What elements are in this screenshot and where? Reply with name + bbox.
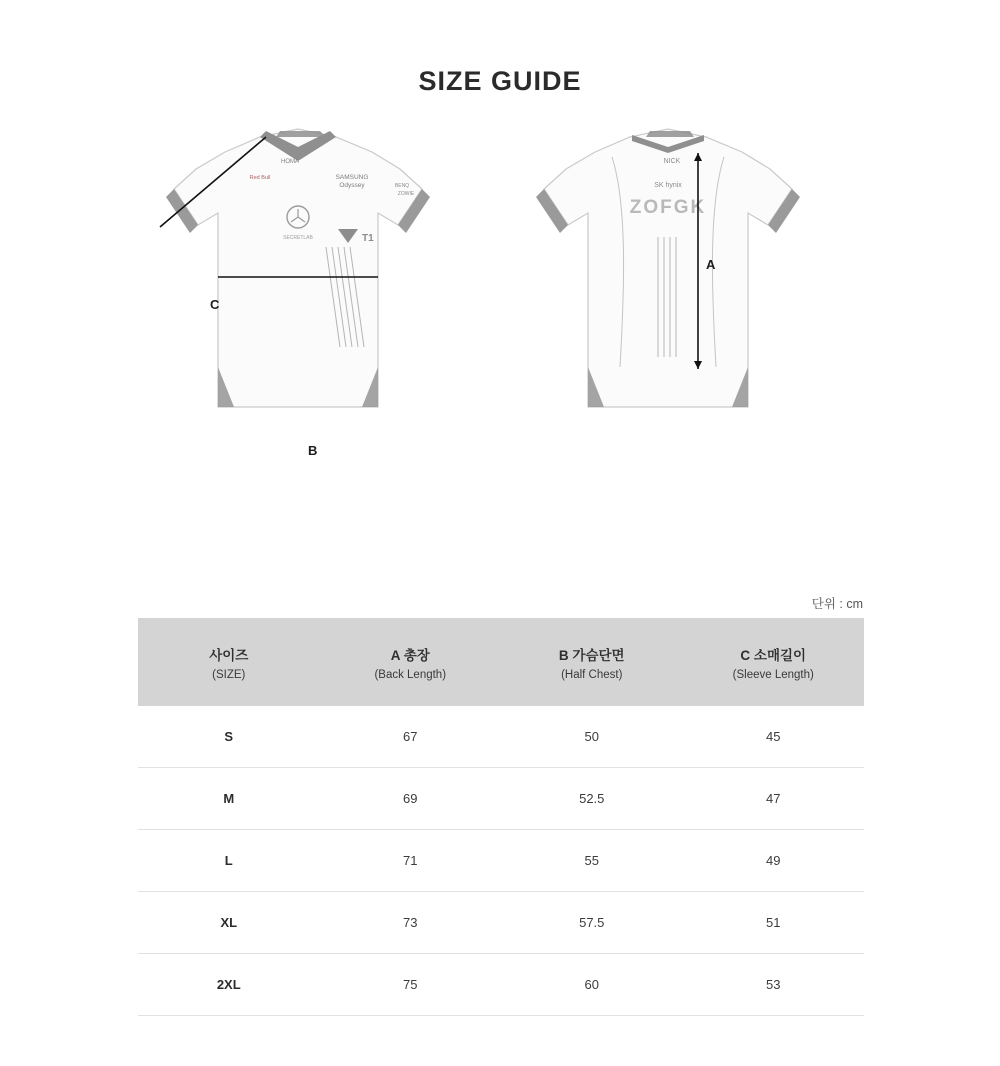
table-row xyxy=(138,768,864,830)
column-header-back-length-sub: (Back Length) xyxy=(374,668,447,681)
svg-text:NICK: NICK xyxy=(663,158,681,165)
cell-size: S xyxy=(138,706,320,768)
column-header-sleeve-length-sub: (Sleeve Length) xyxy=(732,668,814,681)
svg-text:HOMA: HOMA xyxy=(281,159,299,165)
column-header-half-chest-sub: (Half Chest) xyxy=(561,668,623,681)
unit-note: 단위 : cm xyxy=(811,597,863,611)
table-row xyxy=(138,892,864,954)
cell-half-chest: 57.5 xyxy=(501,892,683,954)
jersey-back-illustration xyxy=(500,117,840,442)
label-c: C xyxy=(210,297,220,312)
svg-text:T1: T1 xyxy=(362,233,374,244)
cell-back-length: 75 xyxy=(320,954,502,1016)
column-header-back-length-main: A 총장 xyxy=(390,647,430,663)
cell-back-length: 71 xyxy=(320,830,502,892)
svg-text:BENQ: BENQ xyxy=(394,183,410,189)
jersey-front-illustration xyxy=(130,117,470,458)
size-table xyxy=(138,618,864,1016)
table-row xyxy=(138,706,864,768)
cell-size: M xyxy=(138,768,320,830)
svg-text:ZOWIE: ZOWIE xyxy=(397,191,415,197)
cell-half-chest: 55 xyxy=(501,830,683,892)
cell-back-length: 69 xyxy=(320,768,502,830)
cell-size: 2XL xyxy=(138,954,320,1016)
column-header-size-sub: (SIZE) xyxy=(212,668,246,681)
cell-back-length: 73 xyxy=(320,892,502,954)
column-header-sleeve-length xyxy=(683,618,865,706)
size-diagram xyxy=(0,117,1000,497)
cell-size: XL xyxy=(138,892,320,954)
column-header-half-chest-main: B 가슴단면 xyxy=(558,647,625,663)
label-a: A xyxy=(706,257,716,272)
cell-sleeve-length: 47 xyxy=(683,768,865,830)
cell-sleeve-length: 49 xyxy=(683,830,865,892)
table-row xyxy=(138,954,864,1016)
page-title: SIZE GUIDE xyxy=(418,66,582,96)
column-header-size-main: 사이즈 xyxy=(209,647,249,663)
cell-sleeve-length: 45 xyxy=(683,706,865,768)
cell-back-length: 67 xyxy=(320,706,502,768)
svg-text:SK hynix: SK hynix xyxy=(654,182,682,189)
svg-text:Red Bull: Red Bull xyxy=(249,175,271,181)
svg-text:SAMSUNG: SAMSUNG xyxy=(335,174,369,181)
svg-text:Odyssey: Odyssey xyxy=(339,182,365,189)
column-header-size xyxy=(138,618,320,706)
label-b: B xyxy=(308,443,318,458)
column-header-sleeve-length-main: C 소매길이 xyxy=(740,647,807,663)
column-header-back-length xyxy=(320,618,502,706)
table-row xyxy=(138,830,864,892)
cell-half-chest: 50 xyxy=(501,706,683,768)
column-header-half-chest xyxy=(501,618,683,706)
cell-size: L xyxy=(138,830,320,892)
table-header-row xyxy=(138,618,864,706)
player-name-text: ZOFGK xyxy=(629,197,707,218)
cell-half-chest: 52.5 xyxy=(501,768,683,830)
cell-sleeve-length: 51 xyxy=(683,892,865,954)
svg-text:SECRETLAB: SECRETLAB xyxy=(283,235,313,241)
cell-half-chest: 60 xyxy=(501,954,683,1016)
cell-sleeve-length: 53 xyxy=(683,954,865,1016)
